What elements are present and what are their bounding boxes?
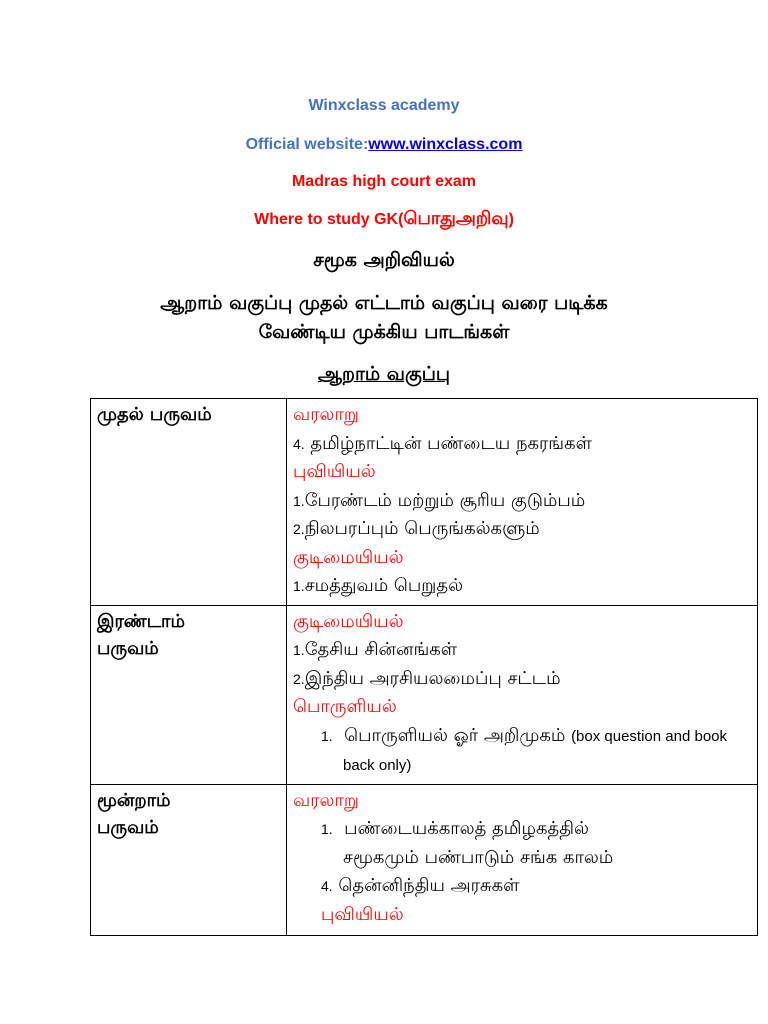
academy-name: Winxclass academy <box>308 97 460 114</box>
subject-heading: குடிமையியல் <box>293 610 404 632</box>
term-cell <box>91 399 287 606</box>
subject-title: சமூக அறிவியல் <box>313 249 455 271</box>
table-row <box>91 784 758 936</box>
list-item <box>293 487 751 516</box>
list-item <box>293 572 751 601</box>
topics-cell <box>287 605 758 784</box>
list-item <box>293 665 751 694</box>
item-text: நிலபரப்பும் பெருங்கல்களும் <box>304 518 540 539</box>
term-label-line-2: பருவம் <box>97 637 159 659</box>
study-tamil: பொதுஅறிவு <box>403 208 509 229</box>
item-text: சமத்துவம் பெறுதல் <box>304 575 464 596</box>
subject-heading: பொருளியல் <box>293 696 397 717</box>
list-item <box>293 815 751 872</box>
item-text-line-1: பண்டையக்காலத் தமிழகத்தில் <box>344 818 589 839</box>
item-text: தேசிய சின்னங்கள் <box>304 639 457 660</box>
table-row <box>91 399 758 606</box>
item-text: தென்னிந்திய அரசுகள் <box>338 875 520 896</box>
list-item <box>293 636 751 665</box>
term-cell <box>91 784 287 936</box>
official-website-line <box>0 135 768 155</box>
item-note: (box question and book back only) <box>343 727 728 774</box>
item-text: இந்திய அரசியலமைப்பு சட்டம் <box>304 667 561 689</box>
item-number: 4. <box>321 878 333 894</box>
item-text: பேரண்டம் மற்றும் சூரிய குடும்பம் <box>304 489 586 511</box>
item-text: பொருளியல் ஓர் அறிமுகம் <box>344 724 566 746</box>
topics-cell <box>287 399 758 606</box>
item-number: 1. <box>293 578 305 594</box>
item-text-line-2: சமூகமும் பண்பாடும் சங்க காலம் <box>343 846 614 868</box>
subject-heading: புவியியல் <box>321 903 404 925</box>
study-gk-line <box>0 209 768 230</box>
study-prefix: Where to study GK( <box>254 211 404 228</box>
heading-line-1: ஆறாம் வகுப்பு முதல் எட்டாம் வகுப்பு வரை படிக்க <box>160 292 608 314</box>
heading-line-2: வேண்டிய முக்கிய பாடங்கள் <box>258 321 510 343</box>
syllabus-table <box>90 398 758 936</box>
subject-heading: வரலாறு <box>293 789 359 811</box>
subject-heading: குடிமையியல் <box>293 546 404 568</box>
item-number: 1. <box>321 727 333 744</box>
item-number: 2. <box>293 521 305 537</box>
class-heading-text: ஆறாம் வகுப்பு <box>317 363 451 385</box>
item-number: 1. <box>293 642 305 658</box>
website-label: Official website: <box>245 136 369 153</box>
table-row <box>91 605 758 784</box>
subject-heading: புவியியல் <box>293 461 376 482</box>
class-heading <box>0 360 768 388</box>
term-label-line-1: இரண்டாம் <box>97 610 185 632</box>
item-number: 1. <box>321 821 333 837</box>
term-label-line-1: மூன்றாம் <box>97 789 171 811</box>
list-item <box>293 515 751 544</box>
term-label: முதல் பருவம் <box>97 404 212 425</box>
list-item <box>293 872 751 901</box>
term-cell <box>91 605 287 784</box>
list-item <box>293 722 751 780</box>
topics-cell <box>287 784 758 936</box>
website-link[interactable]: www.winxclass.com <box>368 136 523 153</box>
item-number: 1. <box>293 492 305 509</box>
exam-title: Madras high court exam <box>291 173 477 190</box>
item-number: 2. <box>293 670 305 687</box>
term-label-line-2: பருவம் <box>97 816 159 838</box>
list-item <box>293 430 751 459</box>
subject-heading: வரலாறு <box>293 404 359 425</box>
item-text: தமிழ்நாட்டின் பண்டைய நகரங்கள் <box>310 432 592 454</box>
item-number: 4. <box>293 435 305 452</box>
study-suffix: ) <box>508 211 514 228</box>
